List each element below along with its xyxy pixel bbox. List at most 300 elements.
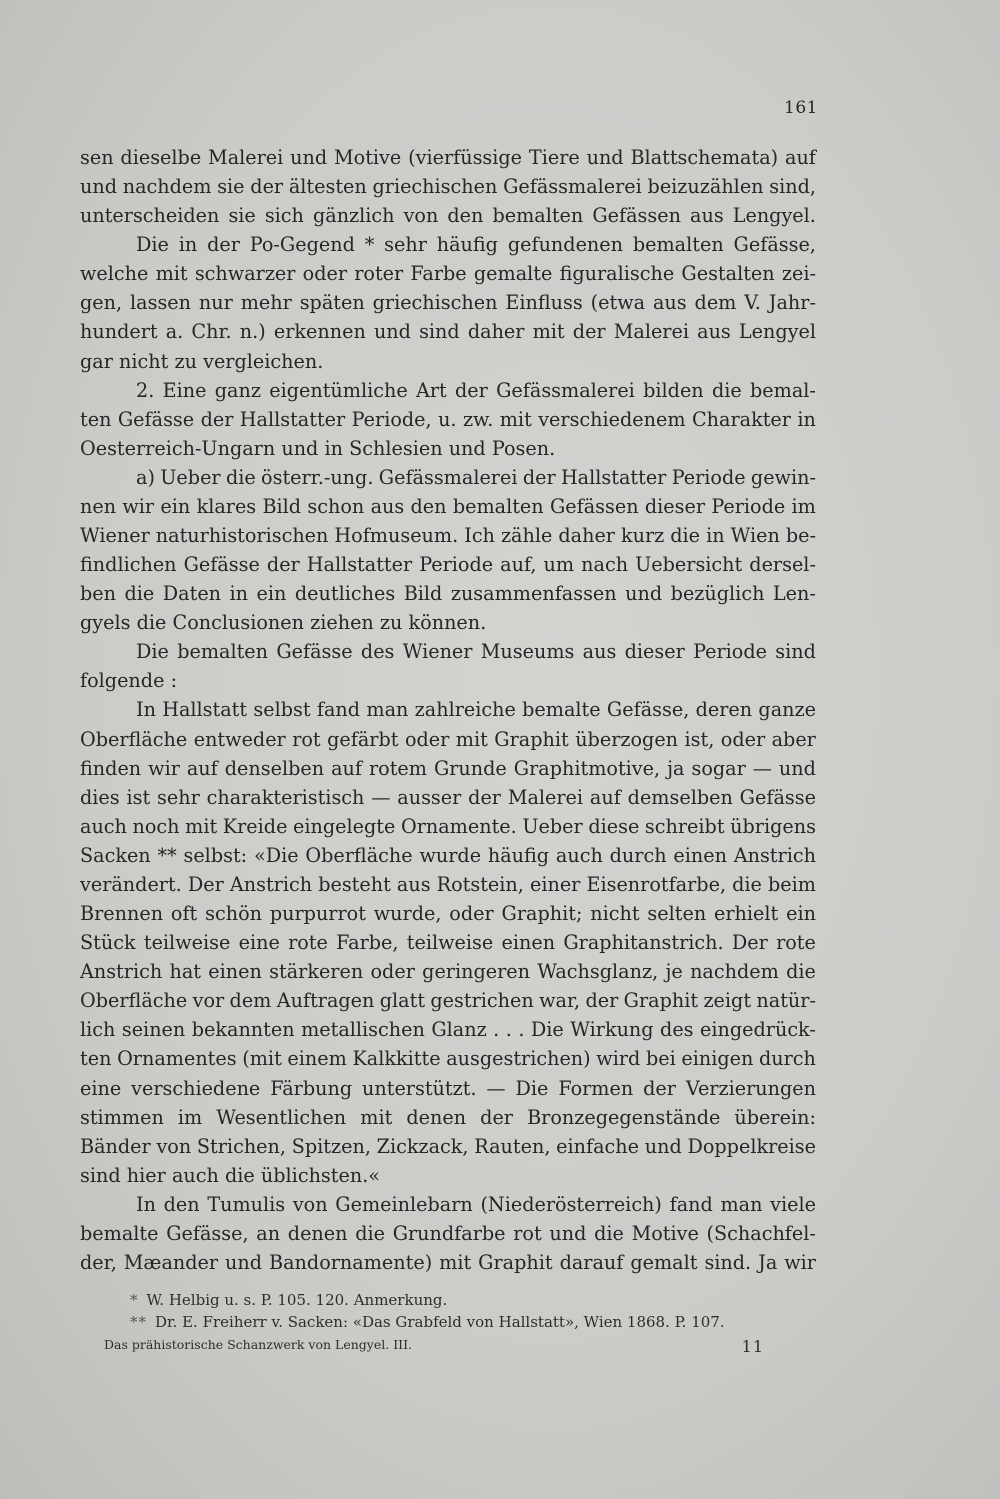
text-word: nur — [198, 291, 233, 315]
text-word: Hallstatt — [162, 698, 248, 722]
text-word: gemalt — [630, 1250, 698, 1274]
text-word: im — [791, 494, 816, 518]
text-word: die — [355, 1221, 385, 1245]
text-word: je — [665, 960, 683, 984]
text-word: denen — [287, 1221, 348, 1245]
text-word: vor — [192, 989, 225, 1013]
text-line — [80, 695, 816, 724]
text-word: stimmen — [80, 1105, 164, 1129]
text-line — [80, 376, 816, 405]
text-word: sogar — [691, 756, 746, 780]
text-word: ist, — [684, 727, 715, 751]
text-word: nen — [80, 494, 117, 518]
text-word: In — [136, 698, 156, 722]
text-word: gestrichen — [430, 989, 534, 1013]
text-word: ziehen — [310, 611, 374, 635]
text-word: Oesterreich-Ungarn — [80, 436, 276, 460]
text-word: teilweise — [406, 931, 494, 955]
text-word: metallischen — [301, 1018, 425, 1042]
text-word: bezüglich — [670, 582, 765, 606]
text-line — [80, 230, 816, 259]
text-word: und — [448, 436, 486, 460]
text-word: folgende — [80, 669, 165, 693]
text-word: Malerei — [507, 785, 584, 809]
text-word: Anstrich — [80, 960, 163, 984]
text-word: Auftragen — [276, 989, 375, 1013]
text-word: und — [549, 1221, 587, 1245]
text-word: Brennen — [80, 902, 164, 926]
text-word: Posen. — [491, 436, 556, 460]
text-word: Gefässe — [739, 785, 816, 809]
text-word: Die — [136, 233, 169, 257]
text-word: Hallstatter — [306, 553, 413, 577]
text-word: Oberfläche — [305, 843, 413, 867]
text-word: Gefässe — [183, 553, 260, 577]
text-word: griechischen — [372, 291, 498, 315]
text-word: auf — [186, 756, 218, 780]
footnote-2-mark: ** — [130, 1313, 147, 1331]
text-word: (vierfüssige — [408, 146, 523, 169]
text-word: Wachsglanz, — [537, 960, 659, 984]
text-word: und — [225, 1250, 263, 1274]
text-word: geringeren — [422, 960, 530, 984]
text-word: sehr — [157, 785, 200, 809]
text-word: von — [292, 1192, 328, 1216]
signature-mark: 11 — [741, 1337, 764, 1356]
text-word: Einfluss — [505, 291, 583, 315]
text-word: aber — [771, 727, 816, 751]
text-word: auf — [331, 756, 362, 780]
text-word: Gefässmalerei — [496, 378, 635, 402]
text-word: roter — [354, 262, 404, 286]
text-word: purpurrot — [269, 902, 366, 926]
text-word: Conclusionen — [172, 611, 304, 635]
text-word: denselben — [224, 756, 325, 780]
text-word: mehr — [240, 291, 292, 315]
text-word: Bild — [403, 582, 443, 606]
text-word: Wiener — [80, 524, 150, 548]
text-word: lassen — [130, 291, 191, 315]
text-word: in — [706, 524, 725, 548]
text-word: Stück — [80, 931, 136, 955]
text-word: um — [543, 553, 575, 577]
text-word: der — [522, 465, 556, 489]
text-word: und — [80, 175, 117, 199]
text-word: sind — [419, 320, 460, 344]
text-word: mit — [455, 727, 488, 751]
text-word: des — [360, 640, 395, 664]
text-word: Gefässe, — [166, 1221, 249, 1245]
text-word: daher — [467, 320, 525, 344]
text-word: teilweise — [143, 931, 231, 955]
text-word: Grundfarbe — [392, 1221, 506, 1245]
text-word: Ueber — [160, 465, 221, 489]
text-word: nachdem — [122, 175, 212, 199]
text-word: übrigens — [730, 814, 816, 838]
text-word: be- — [785, 524, 816, 548]
text-word: einer — [529, 872, 581, 896]
text-word: aus — [370, 494, 405, 518]
text-word: die — [670, 524, 701, 548]
text-word: entweder — [193, 727, 286, 751]
text-word: diese — [588, 814, 640, 838]
text-word: verschiedene — [131, 1076, 261, 1100]
text-word: dersel- — [749, 553, 816, 577]
text-word: des — [660, 1018, 694, 1042]
text-word: In — [136, 1192, 156, 1216]
text-word: gewin- — [750, 465, 816, 489]
text-word: und — [586, 146, 624, 169]
text-word: natür- — [756, 989, 816, 1013]
text-word: ausgestrichen) — [446, 1047, 591, 1071]
text-word: Der — [731, 931, 768, 955]
text-word: einen — [501, 931, 556, 955]
text-word: man — [720, 1192, 763, 1216]
text-word: der — [480, 1105, 513, 1129]
text-word: Wirkung — [570, 1018, 654, 1042]
text-word: Hallstatter — [560, 465, 667, 489]
text-word: «Die — [253, 843, 299, 867]
text-word: sehr — [384, 233, 427, 257]
text-word: Ornamente. — [400, 814, 517, 838]
text-word: und — [290, 146, 328, 169]
text-word: Charakter — [691, 407, 791, 431]
text-word: in — [797, 407, 816, 431]
text-word: mit — [532, 320, 565, 344]
text-word: verschiedenem — [538, 407, 686, 431]
text-word: schön — [205, 902, 262, 926]
text-word: Kalkkitte — [352, 1047, 441, 1071]
text-word: Zickzack, — [376, 1134, 469, 1158]
text-word: Gefässmalerei — [378, 465, 518, 489]
text-word: Po-Gegend — [249, 233, 355, 257]
text-word: gen, — [80, 291, 123, 315]
text-word: glatt — [379, 989, 426, 1013]
text-word: Bronzegegenstände — [527, 1105, 721, 1129]
text-word: ein — [786, 902, 816, 926]
text-line — [80, 870, 816, 899]
text-word: gefärbt — [327, 727, 399, 751]
text-line — [80, 521, 816, 550]
text-word: Gefässen — [592, 204, 681, 228]
text-word: beizuzählen — [647, 175, 764, 199]
text-word: dieser — [644, 494, 706, 518]
text-word: Periode — [693, 640, 767, 664]
text-word: Graphitanstrich. — [563, 931, 724, 955]
text-word: Ich — [464, 524, 495, 548]
text-line — [80, 754, 816, 783]
text-word: unterstützt. — [362, 1076, 477, 1100]
text-word: sich — [264, 204, 304, 228]
text-word: dieselbe — [120, 146, 202, 169]
text-word: sie — [228, 204, 256, 228]
text-word: die — [711, 378, 742, 402]
text-word: auch — [80, 814, 127, 838]
text-word: findlichen — [80, 553, 177, 577]
text-word: seinen — [121, 1018, 186, 1042]
text-word: (mit — [242, 1047, 282, 1071]
text-word: auf — [785, 146, 816, 169]
text-word: Graphit; — [501, 902, 583, 926]
text-word: aus — [582, 640, 617, 664]
text-line — [80, 1103, 816, 1132]
text-word: der — [266, 553, 300, 577]
text-line — [80, 1190, 816, 1219]
text-word: Ja — [758, 1250, 778, 1274]
text-word: denen — [406, 1105, 467, 1129]
text-word: Formen — [558, 1076, 634, 1100]
text-word: auf — [589, 785, 621, 809]
text-word: Chr. — [191, 320, 232, 344]
text-word: Art — [415, 378, 447, 402]
text-word: im — [177, 1105, 203, 1129]
text-word: Gefässen — [549, 494, 639, 518]
text-word: oder — [404, 727, 450, 751]
text-word: oder — [449, 902, 494, 926]
footnote-1-text: W. Helbig u. s. P. 105. 120. Anmerkung. — [146, 1291, 448, 1309]
text-word: gefundenen — [507, 233, 623, 257]
text-word: sind. — [704, 1250, 752, 1274]
text-word: — — [371, 785, 391, 809]
text-word: Periode — [711, 494, 786, 518]
text-word: sie — [217, 175, 245, 199]
text-line — [80, 172, 816, 201]
text-word: dieser — [624, 640, 685, 664]
text-word: — — [486, 1076, 506, 1100]
text-word: besteht — [318, 872, 391, 896]
text-word: Anstrich — [733, 843, 816, 867]
text-word: Hofmuseum. — [334, 524, 459, 548]
text-word: a) — [136, 465, 155, 489]
text-line — [80, 347, 816, 376]
text-line — [80, 288, 816, 317]
text-word: stärkeren — [269, 960, 364, 984]
text-word: ten — [80, 407, 112, 431]
text-word: Gefässe — [117, 407, 195, 431]
text-word: rote — [776, 931, 816, 955]
text-word: viele — [770, 1192, 816, 1216]
text-word: charakteristisch — [206, 785, 365, 809]
text-word: (etwa — [590, 291, 646, 315]
text-word: selbst: — [183, 843, 248, 867]
text-word: bemal- — [750, 378, 816, 402]
text-word: die — [732, 872, 762, 896]
text-word: bemalten — [452, 494, 544, 518]
text-word: sen — [80, 146, 114, 169]
text-word: in — [178, 233, 198, 257]
text-word: rotem — [368, 756, 427, 780]
text-word: fand — [316, 698, 361, 722]
text-word: bemalten — [177, 640, 269, 664]
text-word: Eine — [162, 378, 207, 402]
text-word: ganz — [214, 378, 261, 402]
text-line — [80, 1015, 816, 1044]
text-word: einem — [287, 1047, 347, 1071]
text-word: die — [224, 1163, 255, 1187]
text-word: späten — [299, 291, 365, 315]
text-word: Rauten, — [474, 1134, 551, 1158]
text-word: war, — [539, 989, 581, 1013]
text-word: auf, — [500, 553, 537, 577]
text-word: der — [200, 407, 234, 431]
text-word: dem — [694, 291, 737, 315]
text-line — [80, 201, 816, 230]
text-word: a. — [165, 320, 184, 344]
text-word: gemalte — [473, 262, 553, 286]
text-line — [80, 405, 816, 434]
text-word: rote — [288, 931, 328, 955]
text-word: eingedrück- — [700, 1018, 816, 1042]
text-word: durch — [758, 1047, 816, 1071]
text-word: nicht — [590, 902, 640, 926]
text-word: Schlesien — [349, 436, 443, 460]
text-word: finden — [80, 756, 142, 780]
text-word: kurz — [620, 524, 665, 548]
text-word: zu — [174, 349, 197, 373]
text-word: mit — [439, 1250, 472, 1274]
text-word: Hallstatter — [239, 407, 346, 431]
text-word: Farbe — [410, 262, 467, 286]
text-word: u. — [438, 407, 457, 431]
text-word: ausser — [397, 785, 462, 809]
text-word: wird — [596, 1047, 641, 1071]
text-word: naturhistorischen — [155, 524, 329, 548]
text-word: (Schachfel- — [706, 1221, 816, 1245]
text-word: Anstrich — [229, 872, 313, 896]
text-word: bemalte — [80, 1221, 159, 1245]
text-word: wir — [784, 1250, 816, 1274]
text-word: bemalten — [492, 204, 584, 228]
text-line — [80, 434, 816, 463]
text-word: Wesentlichen — [216, 1105, 347, 1129]
text-word: (Niederösterreich) — [480, 1192, 662, 1216]
text-word: wurde, — [373, 902, 442, 926]
text-word: Oberfläche — [80, 989, 188, 1013]
text-word: der — [250, 175, 284, 199]
text-line — [80, 492, 816, 521]
text-word: häufig — [487, 843, 550, 867]
text-word: Bandornamente) — [269, 1250, 433, 1274]
text-word: Oberfläche — [80, 727, 188, 751]
text-word: sind, — [769, 175, 816, 199]
text-word: wir — [148, 756, 180, 780]
text-word: der — [468, 785, 501, 809]
text-word: von — [156, 1134, 192, 1158]
text-word: griechischen — [372, 175, 498, 199]
text-word: aus — [690, 204, 724, 228]
text-word: Eisenrotfarbe, — [586, 872, 727, 896]
text-line — [80, 1248, 816, 1277]
text-word: V. — [744, 291, 761, 315]
text-word: ältesten — [288, 175, 367, 199]
text-word: wir — [122, 494, 155, 518]
text-word: die — [594, 1221, 624, 1245]
text-word: der — [572, 320, 606, 344]
text-word: demselben — [627, 785, 733, 809]
text-word: an — [256, 1221, 281, 1245]
text-word: aus — [396, 872, 431, 896]
text-word: durch — [609, 843, 667, 867]
text-word: Periode — [671, 465, 746, 489]
text-line — [80, 783, 816, 812]
text-word: nachdem — [690, 960, 779, 984]
text-word: Gefässe, — [606, 698, 690, 722]
text-word: rot — [513, 1221, 542, 1245]
text-word: und — [373, 320, 411, 344]
text-word: Periode, — [351, 407, 432, 431]
text-word: Tumulis — [207, 1192, 286, 1216]
text-word: selten — [647, 902, 707, 926]
text-word: bei — [645, 1047, 676, 1071]
text-word: Die — [136, 640, 169, 664]
text-word: gar — [80, 349, 113, 373]
text-word: ist — [126, 785, 151, 809]
text-line — [80, 579, 816, 608]
text-word: auch — [171, 1163, 219, 1187]
text-word: einigen — [681, 1047, 754, 1071]
text-word: überein: — [734, 1105, 816, 1129]
text-word: Ueber — [522, 814, 583, 838]
text-word: Lengyel. — [732, 204, 816, 228]
text-word: vergleichen. — [203, 349, 324, 373]
text-word: Malerei — [613, 320, 689, 344]
text-word: einen — [208, 960, 262, 984]
text-word: eine — [238, 931, 280, 955]
footnote-2 — [130, 1311, 820, 1333]
text-word: einfache — [556, 1134, 640, 1158]
text-word: sind — [775, 640, 816, 664]
text-word: der — [455, 378, 488, 402]
text-word: überzogen — [575, 727, 679, 751]
text-word: . — [505, 1018, 512, 1042]
text-word: erhielt — [714, 902, 779, 926]
text-word: den — [163, 1192, 200, 1216]
text-word: in — [324, 436, 343, 460]
text-word: n.) — [239, 320, 266, 344]
text-word: ein — [256, 582, 287, 606]
text-word: in — [229, 582, 249, 606]
text-word: 2. — [136, 378, 155, 402]
text-word: bilden — [643, 378, 704, 402]
text-word: welche — [80, 262, 149, 286]
text-word: schwarzer — [194, 262, 296, 286]
text-word: wurde — [419, 843, 482, 867]
footer-title: Das prähistorische Schanzwerk von Lengyel. III. — [104, 1337, 412, 1352]
text-word: die — [225, 465, 256, 489]
text-word: Verzierungen — [685, 1076, 816, 1100]
text-word: oder — [720, 727, 766, 751]
text-word: Farbe, — [336, 931, 399, 955]
text-word: eigentümliche — [269, 378, 408, 402]
text-word: . — [518, 1018, 525, 1042]
text-word: . — [493, 1018, 500, 1042]
text-word: Graphit — [494, 727, 569, 751]
text-line — [80, 666, 816, 695]
text-word: nicht — [119, 349, 169, 373]
text-word: Lengyel — [738, 320, 816, 344]
text-word: der — [207, 233, 240, 257]
text-word: zei- — [781, 262, 816, 286]
text-word: Jahr- — [768, 291, 816, 315]
text-word: mit — [499, 407, 532, 431]
text-word: zu — [379, 611, 403, 635]
text-word: zusammenfassen — [450, 582, 617, 606]
text-line — [80, 812, 816, 841]
text-word: — — [752, 756, 772, 780]
text-line — [80, 899, 816, 928]
text-word: können. — [408, 611, 487, 635]
text-word: rot — [292, 727, 321, 751]
